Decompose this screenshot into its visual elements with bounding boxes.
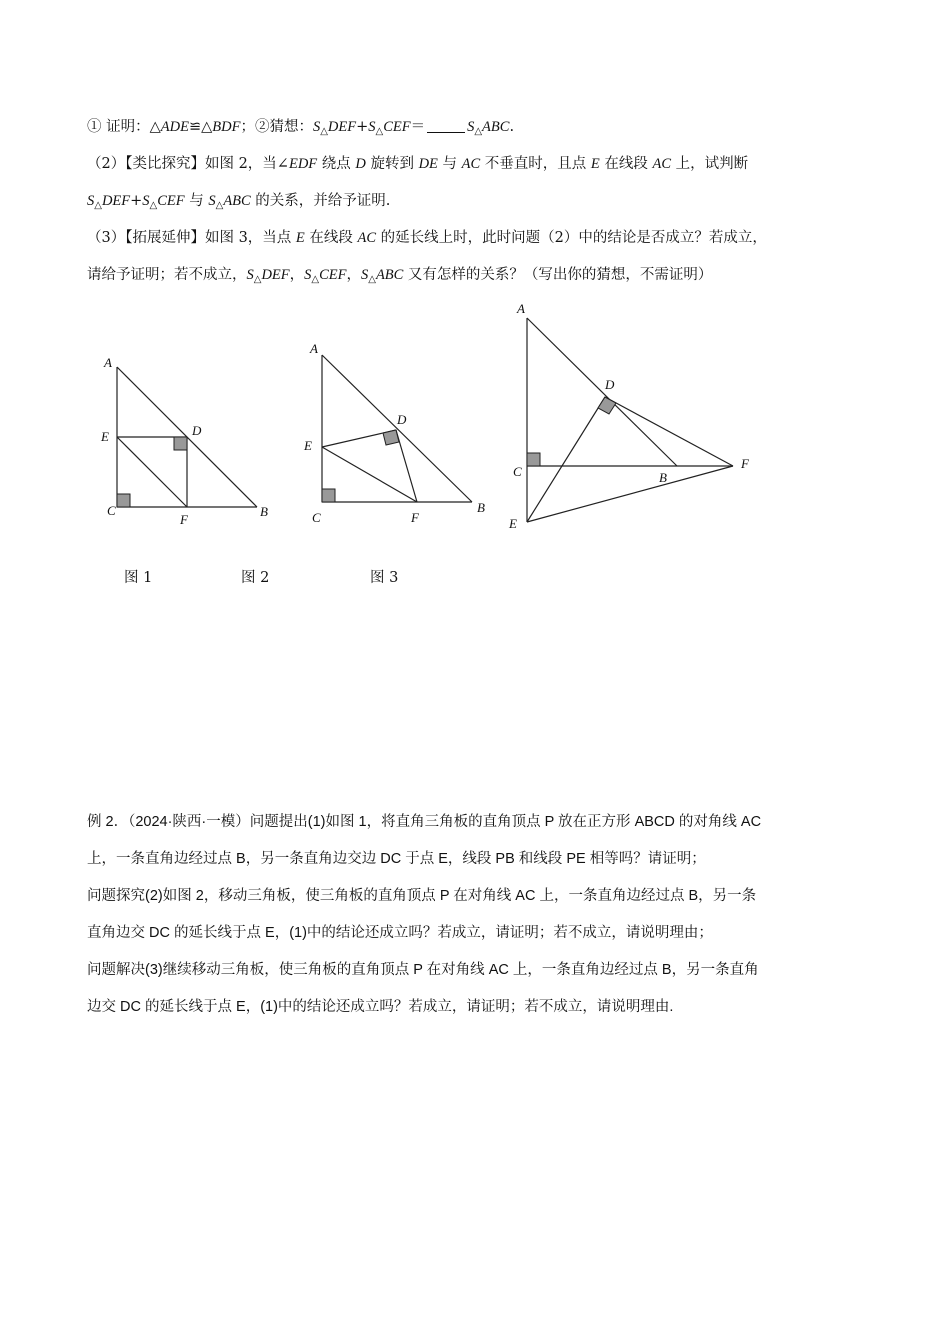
q2-text: 与 [184,193,209,209]
q1-line [87,117,514,142]
point-label-b: B [260,504,268,519]
q2-text: 绕点 [317,156,356,172]
point-label-e: E [509,516,517,531]
area-subscript: △ [311,274,320,285]
right-angle-mark [322,489,335,502]
q1-text: . [509,119,515,135]
right-angle-mark [174,437,187,450]
q3-text: ， [346,267,361,283]
area-symbol: S [142,193,150,209]
figure-1-caption: 图 1 [124,570,153,586]
figure-3 [505,296,765,536]
point-label-e: E [304,438,312,453]
point-label-f: F [411,510,419,525]
example-2-line-2: 上，一条直角边经过点 B，另一条直角边交边 DC 于点 E，线段 PB 和线段 PE 相等吗？请证明； [87,851,706,867]
point-label-a: A [104,355,112,370]
area-symbol: S [312,119,321,135]
q1-text: ≌△ [188,119,213,135]
q2-text: 旋转到 [365,156,419,172]
right-angle-mark [383,430,399,445]
example-2-line-6: 边交 DC 的延长线于点 E，(1)中的结论还成立吗？若成立，请证明；若不成立，请说明理由. [87,999,674,1015]
right-angle-mark [117,494,130,507]
right-angle-mark [527,453,540,466]
q2-text: 的关系，并给予证明. [250,193,391,209]
q1-text: DEF [327,119,357,135]
point-label-f: F [180,512,188,527]
q2-text: CEF [157,193,185,209]
area-subscript: △ [253,274,262,285]
point-label-e: E [101,429,109,444]
area-subscript: △ [215,200,224,211]
q3-text: CEF [319,267,347,283]
segment-ef [527,466,733,522]
point-label-f: F [741,456,749,471]
example-2-line-1: 例 2．（2024·陕西·一模）问题提出(1)如图 1，将直角三角板的直角顶点 P 放在正方形 ABCD 的对角线 AC [87,814,762,830]
point-label-c: C [312,510,321,525]
q2-line-2 [87,191,390,216]
segment-ab [527,318,677,466]
q1-text: ＝ [410,119,426,135]
q3-text: ABC [375,267,404,283]
figure-1 [95,350,285,530]
figure-2-caption: 图 2 [241,570,270,586]
q2-text: DEF [101,193,131,209]
q3-text: 的延长线上时，此时问题（2）中的结论是否成立？若成立， [376,230,767,246]
area-subscript: △ [375,126,384,137]
area-symbol: S [87,193,95,209]
q2-text: D [355,156,366,172]
q1-text: + [356,119,369,135]
q2-text: 上，试判断 [671,156,749,172]
q3-text: AC [357,230,377,246]
area-subscript: △ [320,126,328,137]
right-angle-mark [598,397,616,414]
point-label-b: B [659,470,667,485]
q2-line [87,154,748,174]
point-label-c: C [513,464,522,479]
figure-2 [300,338,500,528]
q3-text: （3）【拓展延伸】如图 3，当点 [87,230,296,246]
answer-blank [427,118,465,133]
q1-text: ；②猜想： [240,119,313,135]
area-symbol: S [208,193,216,209]
example-2-line-5: 问题解决(3)继续移动三角板，使三角板的直角顶点 P 在对角线 AC 上，一条直角边经过点 B，另一条直角 [87,962,759,978]
area-symbol: S [467,119,475,135]
q3-text: 又有怎样的关系？（写出你的猜想，不需证明） [403,267,713,283]
area-symbol: S [246,267,254,283]
area-subscript: △ [474,126,483,137]
area-subscript: △ [94,200,102,211]
q2-text: AC [652,156,671,172]
point-label-b: B [477,500,485,515]
area-symbol: S [368,119,376,135]
point-label-d: D [605,377,615,392]
point-label-a: A [310,341,318,356]
q2-text: DE [418,156,438,172]
q3-line-2 [87,265,712,290]
q2-text: ABC [223,193,251,209]
figure-3-caption: 图 3 [370,570,399,586]
q2-text: AC [461,156,481,172]
area-symbol: S [360,267,369,283]
q1-text: ABC [482,119,510,135]
q2-text: + [130,193,143,209]
area-subscript: △ [368,274,376,285]
q2-text: （2）【类比探究】如图 2，当∠ [87,156,289,172]
point-label-a: A [517,301,525,316]
q1-text: CEF [383,119,411,135]
segment-df [605,397,733,466]
q3-text: ， [289,267,305,283]
q2-text: E [590,156,600,172]
point-label-d: D [397,412,407,427]
example-2-line-3: 问题探究(2)如图 2，移动三角板，使三角板的直角顶点 P 在对角线 AC 上，一条直角边经过点 B，另一条 [87,888,757,904]
area-subscript: △ [149,200,158,211]
q2-text: 与 [437,156,462,172]
q3-text: 在线段 [304,230,358,246]
area-symbol: S [304,267,312,283]
q3-text: DEF [261,267,290,283]
q1-text: ADE [160,119,189,135]
point-label-c: C [107,503,116,518]
q1-text: BDF [212,119,241,135]
q3-text: E [295,230,305,246]
q3-line [87,228,767,248]
example-2-line-4: 直角边交 DC 的延长线于点 E，(1)中的结论还成立吗？若成立，请证明；若不成立，请说明理由； [87,925,713,941]
point-label-d: D [192,423,202,438]
q1-text: ① 证明：△ [87,119,161,135]
segment-ab [322,355,472,502]
q3-text: 请给予证明；若不成立， [87,267,247,283]
q2-text: EDF [288,156,318,172]
q2-text: 在线段 [599,156,653,172]
q2-text: 不垂直时，且点 [480,156,591,172]
